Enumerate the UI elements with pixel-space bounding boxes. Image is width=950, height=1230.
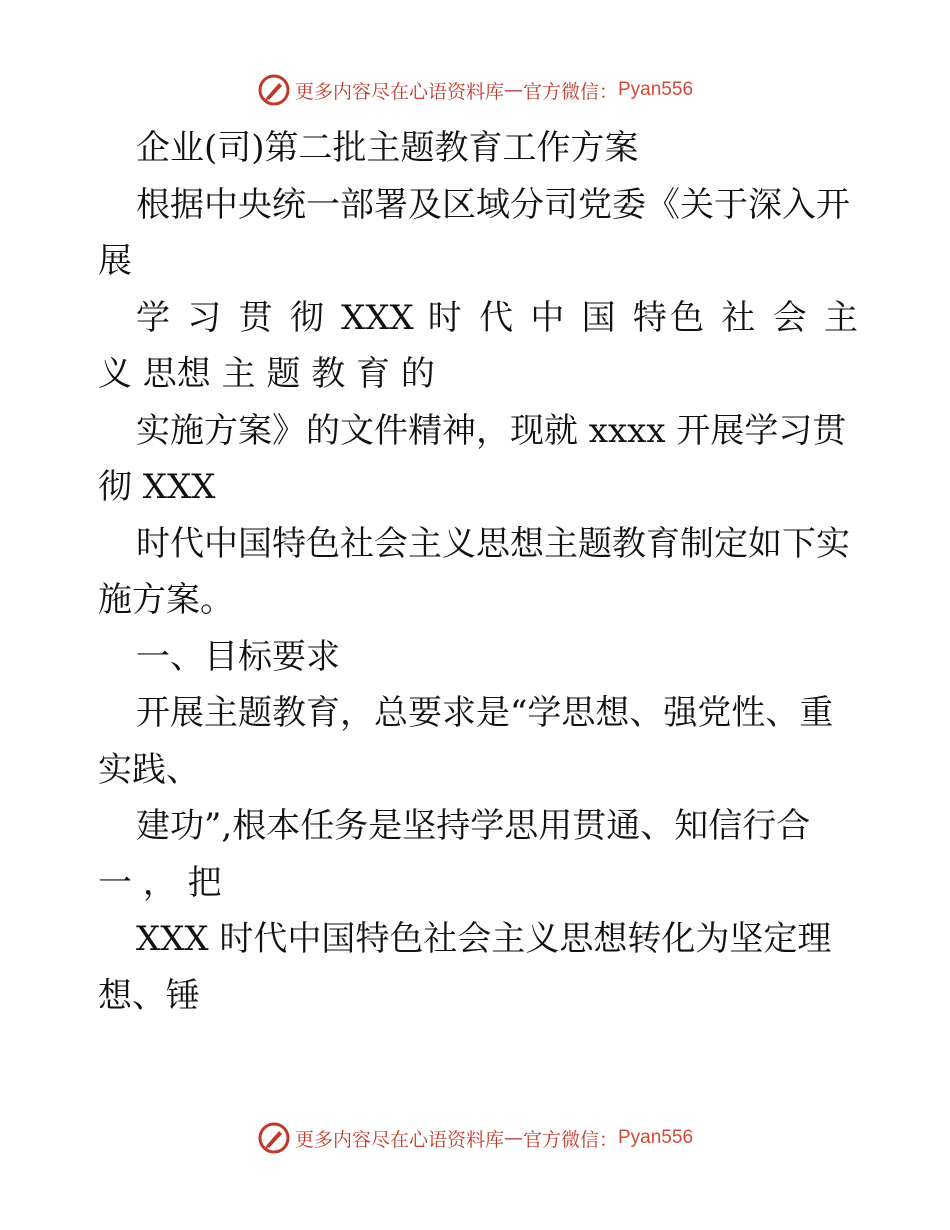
banner-wechat-id: Pyan556 [618,79,694,100]
banner-text: 更多内容尽在心语资料库 [294,1128,504,1151]
paragraph-line: 一 ， 把 [98,862,222,903]
paragraph-line: 义 思想 主 题 教 育 的 [98,354,435,394]
pen-logo-icon [257,1121,291,1155]
banner-wechat-label: 官方微信： [522,80,618,103]
paragraph-line: 展 [98,241,132,281]
paragraph-line: 施方案。 [98,580,234,620]
banner-separator: — [503,79,523,101]
paragraph-line: 时代中国特色社会主义思想主题教育制定如下实 [136,523,850,564]
paragraph-line: 学 习 贯 彻 XXX 时 代 中 国 特色 社 会 主 [136,297,858,338]
footer-watermark-banner [0,1118,950,1158]
header-watermark-banner [0,70,950,110]
document-body [98,120,858,1024]
pen-logo-icon [257,73,291,107]
paragraph-line: 实施方案》的文件精神，现就 xxxx 开展学习贯 [136,410,847,451]
paragraph-line: 开展主题教育，总要求是“学思想、强党性、重 [136,693,834,733]
paragraph-line: 建功”,根本任务是坚持学思用贯通、知信行合 [136,806,811,846]
banner-wechat-label: 官方微信： [522,1128,618,1151]
doc-title: 企业(司)第二批主题教育工作方案 [136,128,639,168]
paragraph-line: 想、锤 [98,975,200,1016]
paragraph-line: 实践、 [98,749,200,790]
banner-text: 更多内容尽在心语资料库 [294,80,504,103]
section-heading: 一、目标要求 [136,636,340,677]
paragraph-line: XXX 时代中国特色社会主义思想转化为坚定理 [136,919,832,959]
paragraph-line: 根据中央统一部署及区域分司党委《关于深入开 [136,184,850,225]
paragraph-line: 彻 XXX [98,467,216,507]
banner-wechat-id: Pyan556 [618,1127,694,1148]
banner-separator: — [503,1127,523,1149]
